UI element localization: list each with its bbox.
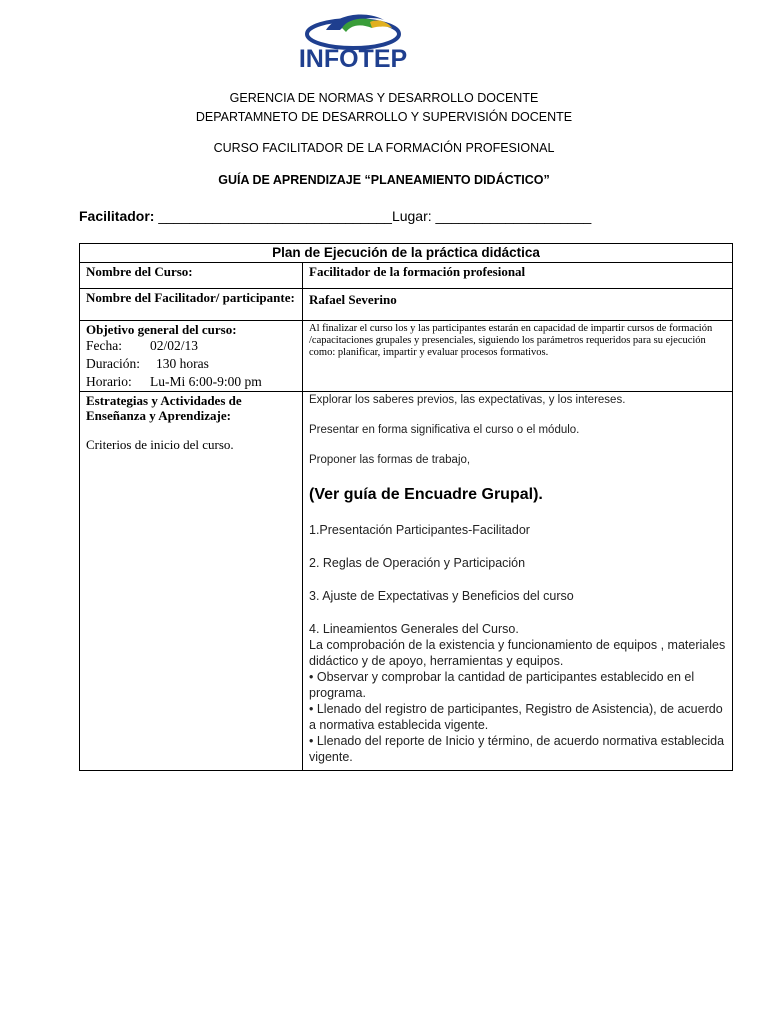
logo-wordmark: INFOTEP [298, 45, 408, 73]
strategy-item: 3. Ajuste de Expectativas y Beneficios del curso [309, 589, 574, 603]
schedule-value: Lu-Mi 6:00-9:00 pm [150, 374, 262, 389]
objective-text: Al finalizar el curso los y las participantes estarán en capacidad de impartir cursos de formación /capacitaciones grupales y presenciales, siguiendo los parámetros requeridos para su ejecución como: planificar, impartir y evaluar procesos formativos. [309, 323, 713, 358]
strategy-item: La comprobación de la existencia y funcionamiento de equipos , materiales didáctico y de apoyo, herramientas y equipos. [309, 638, 726, 668]
duration-label: Duración: [86, 356, 140, 371]
table-row-facilitator [80, 289, 732, 321]
strategy-item: • Observar y comprobar la cantidad de participantes establecido en el programa. [309, 670, 695, 700]
management-title: GERENCIA DE NORMAS Y DESARROLLO DOCENTE [229, 91, 539, 105]
duration-value: 130 horas [156, 356, 209, 371]
place-blank: ____________________ [431, 208, 592, 224]
date-value: 02/02/13 [150, 338, 199, 353]
date-label: Fecha: [86, 338, 122, 353]
objective-cell [80, 321, 303, 391]
course-title: CURSO FACILITADOR DE LA FORMACIÓN PROFESIONAL [213, 141, 555, 155]
strategy-item: • Llenado del registro de participantes, Registro de Asistencia), de acuerdo a normativa establecida vigente. [309, 702, 723, 732]
strategy-item: 2. Reglas de Operación y Participación [309, 556, 526, 570]
duration-line [86, 355, 296, 373]
strategies-label: Estrategias y Actividades de Enseñanza y Aprendizaje: [86, 393, 242, 423]
strategy-item: 1.Presentación Participantes-Facilitador [309, 523, 530, 537]
strategies-content [303, 392, 732, 770]
place-label: Lugar: [391, 208, 432, 224]
course-name-label: Nombre del Curso: [80, 263, 303, 288]
department-title: DEPARTAMNETO DE DESARROLLO Y SUPERVISIÓN DOCENTE [195, 110, 573, 124]
strategies-cell [80, 392, 303, 770]
criteria-label: Criterios de inicio del curso. [86, 437, 234, 452]
facilitator-line [79, 207, 699, 225]
execution-plan-table [79, 243, 733, 771]
date-line [86, 337, 296, 355]
facilitator-label: Facilitador: [79, 208, 155, 224]
objective-label: Objetivo general del curso: [86, 322, 237, 337]
strategy-item: Presentar en forma significativa el curso o el módulo. [309, 424, 580, 436]
plan-title: Plan de Ejecución de la práctica didáctica [80, 244, 732, 263]
strategy-item: • Llenado del reporte de Inicio y término, de acuerdo normativa establecida vigente. [309, 734, 725, 764]
facilitator-name-label: Nombre del Facilitador/ participante: [80, 289, 303, 320]
strategy-item-emphasis: (Ver guía de Encuadre Grupal). [309, 486, 543, 503]
schedule-line [86, 373, 296, 391]
course-name-value: Facilitador de la formación profesional [309, 264, 526, 279]
strategy-item: Proponer las formas de trabajo, [309, 454, 471, 466]
facilitator-name-value: Rafael Severino [309, 292, 397, 307]
schedule-label: Horario: [86, 374, 132, 389]
table-row-strategies [80, 392, 732, 770]
facilitator-blank: ______________________________ [154, 208, 392, 224]
table-row-objective [80, 321, 732, 392]
infotep-logo [296, 8, 410, 74]
strategy-item: Explorar los saberes previos, las expectativas, y los intereses. [309, 394, 626, 406]
strategy-item: 4. Lineamientos Generales del Curso. [309, 622, 519, 636]
guide-title: GUÍA DE APRENDIZAJE “PLANEAMIENTO DIDÁCTICO” [218, 173, 550, 187]
table-row-course-name [80, 263, 732, 289]
